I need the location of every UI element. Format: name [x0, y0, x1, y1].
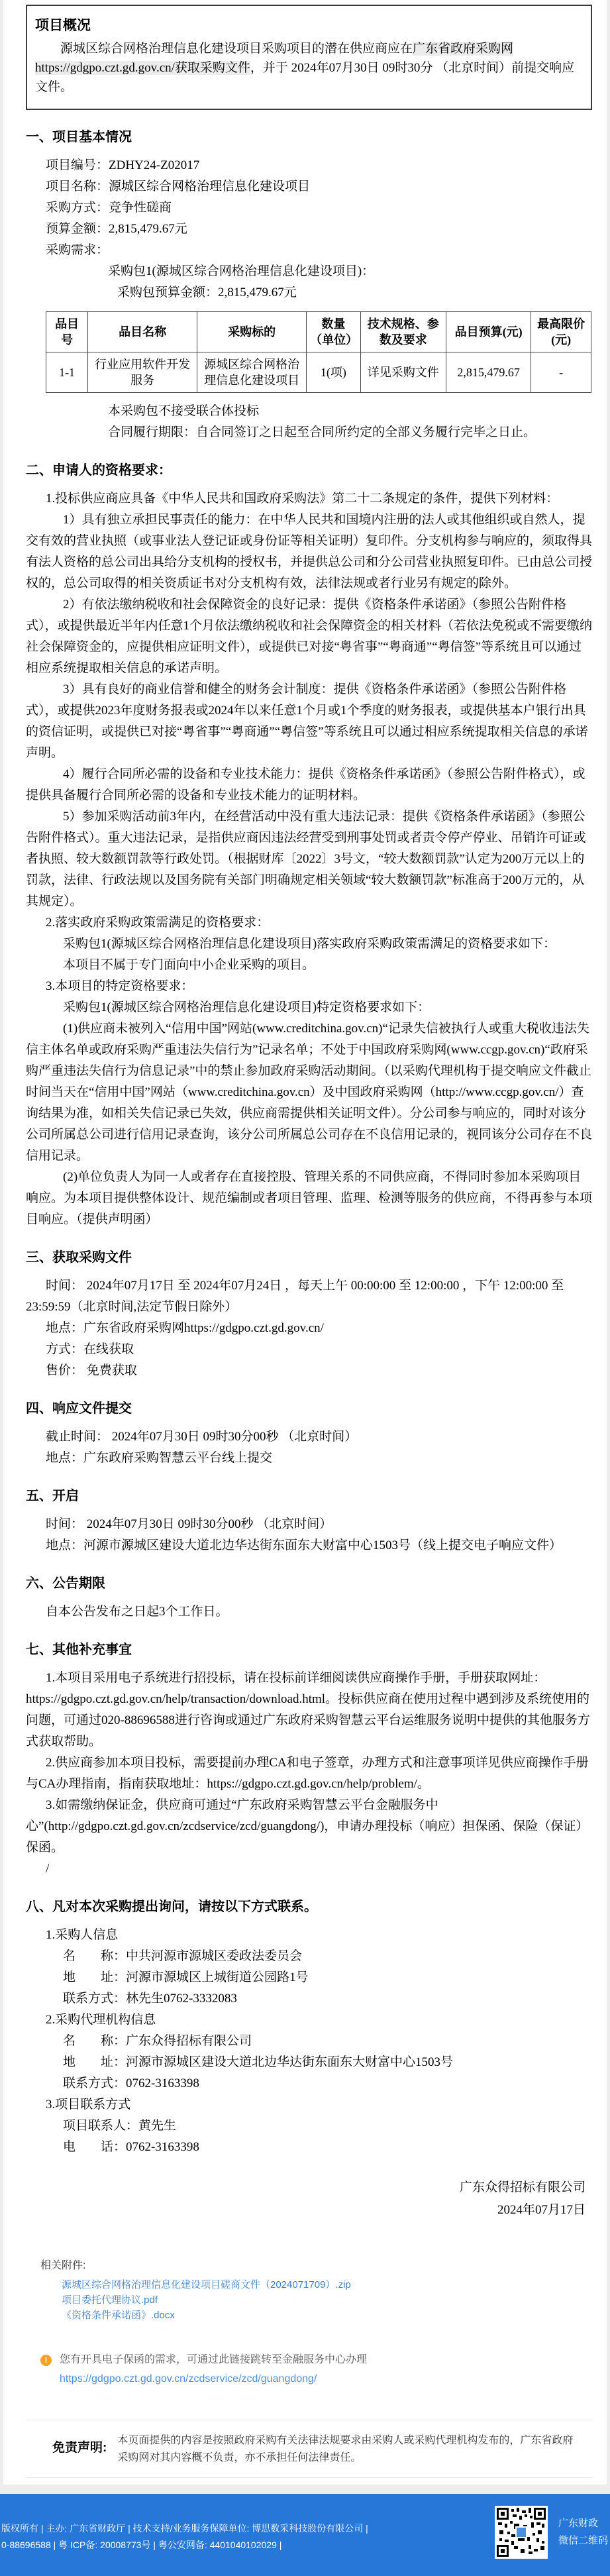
policy-requirement-title: 2.落实政府采购政策需满足的资格要求： — [46, 916, 270, 930]
footer-text-block — [1, 2520, 368, 2553]
announcement-period: 自本公告发布之日起3个工作日。 — [46, 1605, 229, 1619]
buyer-address: 地 址：河源市源城区上城街道公园路1号 — [63, 1970, 309, 1984]
section-6-heading: 六、公告期限 — [26, 1576, 105, 1591]
overview-title: 项目概况 — [35, 17, 91, 33]
submit-place: 地点：广东政府采购智慧云平台线上提交 — [46, 1451, 273, 1465]
table-row — [46, 352, 591, 393]
qualification-item-4: 4）履行合同所必需的设备和专业技术能力：提供《资格条件承诺函》（参照公告附件格式），或提供具备履行合同所必需的设备和专业技术能力的证明材料。 — [26, 767, 585, 802]
agent-contact: 联系方式：0762-3163398 — [63, 2076, 199, 2090]
qr-pattern — [497, 2508, 546, 2557]
disclaimer-label: 免责声明: — [52, 2441, 107, 2455]
col-item-no: 品目号 — [46, 312, 88, 352]
cell-item-name: 行业应用软件开发服务 — [88, 352, 197, 393]
cell-subject: 源城区综合网格治理信息化建设项目 — [197, 352, 307, 393]
signature-block — [26, 2176, 592, 2222]
overview-text-post: ，并于 2024年07月30日 09时30分 （北京时间）前提交响应文件。 — [35, 61, 575, 94]
project-overview-box — [26, 5, 592, 110]
project-name: 项目名称：源城区综合网格治理信息化建设项目 — [46, 180, 311, 193]
cell-max-price: - — [531, 352, 591, 393]
section-2-heading: 二、申请人的资格要求： — [26, 463, 172, 478]
doc-place: 地点：广东省政府采购网https://gdgpo.czt.gd.gov.cn/ — [46, 1321, 324, 1335]
items-table-header-row — [46, 312, 591, 352]
page-footer — [0, 2494, 610, 2576]
cell-item-budget: 2,815,479.67 — [446, 352, 531, 393]
agent-info-title: 2.采购代理机构信息 — [46, 2013, 156, 2027]
qr-caption-line-1: 广东财政 — [558, 2518, 599, 2529]
section-3-heading: 三、获取采购文件 — [26, 1250, 132, 1265]
agent-address: 地 址：河源市源城区建设大道北边华达街东面东大财富中心1503号 — [63, 2055, 454, 2069]
col-specs: 技术规格、参数及要求 — [360, 312, 446, 352]
section-1-heading: 一、项目基本情况 — [26, 130, 132, 144]
open-place: 地点：河源市源城区建设大道北边华达街东面东大财富中心1503号（线上提交电子响应文件） — [46, 1538, 562, 1552]
project-contact-person: 项目联系人：黄先生 — [63, 2119, 177, 2133]
col-quantity: 数量（单位） — [307, 312, 360, 352]
overview-paragraph — [35, 39, 578, 97]
package-title: 采购包1(源城区综合网格治理信息化建设项目)： — [108, 264, 375, 278]
warning-icon: ! — [40, 2355, 52, 2366]
signature-date: 2024年07月17日 — [497, 2203, 585, 2217]
buyer-info-title: 1.采购人信息 — [46, 1928, 119, 1942]
attachment-link-zip[interactable]: 源城区综合网格治理信息化建设项目磋商文件（2024071709）.zip — [62, 2279, 351, 2290]
footer-icp-line: 0-88696588 | 粤 ICP备: 20008773号 | 粤公安网备: 4401040102029 | — [1, 2540, 282, 2550]
procurement-method: 采购方式：竞争性磋商 — [46, 201, 172, 215]
cell-specs: 详见采购文件 — [360, 352, 446, 393]
package-budget: 采购包预算金额：2,815,479.67元 — [117, 286, 297, 299]
procurement-site-url: 广东省政府采购网https://gdgpo.czt.gd.gov.cn/获取采购文件 — [35, 42, 514, 75]
guarantee-notice-text: 您有开具电子保函的需求，可通过此链接跳转至金融服务中心办理 — [60, 2354, 368, 2365]
qualification-item-5: 5）参加采购活动前3年内，在经营活动中没有重大违法记录：提供《资格条件承诺函》（参照公告附件格式）。重大违法记录，是指供应商因违法经营受到刑事处罚或者责令停产停业、吊销许可证或者执照、较大数额罚款等行政处罚。（根据财库〔2022〕3号文，“较大数额罚款”认定为200万元以上的罚款，法律、行政法规以及国务院有关部门明确规定相关领域“较大数额罚款”标准高于200万元的，从其规定）。 — [26, 810, 586, 908]
doc-price: 售价： 免费获取 — [46, 1364, 137, 1377]
submit-deadline: 截止时间： 2024年07月30日 09时30分00秒 （北京时间） — [46, 1430, 358, 1444]
section-8-heading: 八、凡对本次采购提出询问，请按以下方式联系。 — [26, 1900, 317, 1914]
col-max-price: 最高限价(元) — [531, 312, 591, 352]
disclaimer-section — [52, 2432, 592, 2467]
footer-copyright-line: 版权所有 | 主办: 广东省财政厅 | 技术支持/业务服务保障单位: 博思数采科技股份有限公司 | — [1, 2523, 368, 2534]
attachment-link-pdf[interactable]: 项目委托代理协议.pdf — [62, 2294, 158, 2306]
disclaimer-text: 本页面提供的内容是按照政府采购有关法律法规要求由采购人或采购代理机构发布的，广东省政府采购网对其内容概不负责，亦不承担任何法律责任。 — [117, 2435, 574, 2463]
no-joint-bid-note: 本采购包不接受联合体投标 — [108, 404, 260, 418]
qr-caption-line-2: 微信二维码 — [558, 2535, 609, 2546]
attachments-label: 相关附件: — [40, 2260, 86, 2271]
qualification-item-1: 1）具有独立承担民事责任的能力：在中华人民共和国境内注册的法人或其他组织或自然人，提交有效的营业执照（或事业法人登记证或身份证等相关证明）复印件。分支机构参与响应的，须取得具有法人资格的总公司出具给分支机构的授权书，并提供总公司和分公司营业执照复印件。已由总公司授权的，总公司取得的相关资质证书对分支机构有效，法律法规或者行业另有规定的除外。 — [26, 513, 593, 590]
col-item-budget: 品目预算(元) — [446, 312, 531, 352]
cell-quantity: 1(项) — [307, 352, 360, 393]
demand-label: 采购需求： — [46, 243, 109, 257]
agent-name: 名 称：广东众得招标有限公司 — [63, 2034, 252, 2048]
section-4-heading: 四、响应文件提交 — [26, 1401, 132, 1416]
specific-requirement-1: (1)供应商未被列入“信用中国”网站(www.creditchina.gov.cn)“记录失信被执行人或重大税收违法失信主体名单或政府采购严重违法失信行为”记录名单；不处于中国政府采购网(www.ccgp.gov.cn)“政府采购严重违法失信行为信息记录”中的禁止参加政府采购活动期间。（以采购代理机构于提交响应文件截止时间当天在“信用中国”网站（www.creditchina.gov.cn）及中国政府采购网（http://www.ccgp.gov.cn/）查询结果为准，如相关失信记录已失效，供应商需提供相关证明文件）。分公司参与响应的，同时对该分公司所属总公司进行信用记录查询，该分公司所属总公司存在不良信用记录的，视同该分公司存在不良信用记录。 — [26, 1022, 593, 1163]
overview-text-pre: 源城区综合网格治理信息化建设项目采购项目的潜在供应商应在 — [60, 42, 413, 56]
buyer-contact: 联系方式：林先生0762-3332083 — [63, 1992, 237, 2006]
qualification-intro: 1.投标供应商应具备《中华人民共和国政府采购法》第二十二条规定的条件，提供下列材料： — [46, 492, 559, 506]
supplement-item-2: 2.供应商参加本项目投标，需要提前办理CA和电子签章，办理方式和注意事项详见供应商操作手册与CA办理指南，指南获取地址：https://gdgpo.czt.gd.gov.cn/help/problem/。 — [26, 1756, 589, 1791]
specific-requirement-title: 3.本项目的特定资格要求： — [46, 979, 194, 993]
qr-caption — [558, 2515, 608, 2549]
specific-requirement-detail: 采购包1(源城区综合网格治理信息化建设项目)特定资格要求如下： — [63, 1000, 431, 1014]
financial-service-link[interactable]: https://gdgpo.czt.gd.gov.cn/zcdservice/zcd/guangdong/ — [60, 2373, 317, 2385]
col-item-name: 品目名称 — [88, 312, 197, 352]
specific-requirement-2: (2)单位负责人为同一人或者存在直接控股、管理关系的不同供应商，不得同时参加本采购项目响应。为本项目提供整体设计、规范编制或者项目管理、监理、检测等服务的供应商，不得再参与本项目响应。（提供声明函） — [26, 1170, 593, 1226]
project-number: 项目编号：ZDHY24-Z02017 — [46, 158, 200, 172]
budget-amount: 预算金额：2,815,479.67元 — [46, 222, 187, 236]
section-7-heading: 七、其他补充事宜 — [26, 1642, 132, 1657]
supplement-item-3: 3.如需缴纳保证金，供应商可通过“广东政府采购智慧云平台金融服务中心”(http://gdgpo.czt.gd.gov.cn/zcdservice/zcd/guangdong/)，申请办理投标（响应）担保函、保险（保证）保函。 — [26, 1798, 589, 1854]
cell-item-no: 1-1 — [46, 352, 88, 393]
buyer-name: 名 称：中共河源市源城区委政法委员会 — [63, 1949, 303, 1963]
doc-method: 方式：在线获取 — [46, 1342, 134, 1356]
announcement-page — [3, 0, 607, 2485]
project-contact-title: 3.项目联系方式 — [46, 2098, 131, 2112]
items-table — [46, 311, 591, 393]
supplement-item-4: / — [46, 1862, 50, 1876]
doc-time: 时间： 2024年07月17日 至 2024年07月24日 ，每天上午 00:00:00 至 12:00:00 ，下午 12:00:00 至 23:59:59（北京时间,法定节假日除外） — [26, 1279, 564, 1314]
qualification-item-3: 3）具有良好的商业信誉和健全的财务会计制度：提供《资格条件承诺函》（参照公告附件格式），或提供2023年度财务报表或2024年以来任意1个月或1个季度的财务报表，或提供基本户银行出具的资信证明，或提供已对接“粤省事”“粤商通”“粤信签”等系统且可以通过相应系统提取相关信息的承诺声明。 — [26, 682, 588, 760]
section-5-heading: 五、开启 — [26, 1489, 79, 1503]
contract-term: 合同履行期限：自合同签订之日起至合同所约定的全部义务履行完毕之日止。 — [108, 425, 536, 439]
divider-bottom — [26, 2477, 592, 2478]
qualification-item-2: 2）有依法缴纳税收和社会保障资金的良好记录：提供《资格条件承诺函》（参照公告附件格式），或提供最近半年内任意1个月依法缴纳税收和社会保障资金的相关材料（若依法免税或不需要缴纳社会保障资金的，应提供相应证明文件），或提供已对接“粤省事”“粤商通”“粤信签”等系统且可以通过相应系统提取相关信息的承诺声明。 — [26, 598, 593, 675]
col-subject: 采购标的 — [197, 312, 307, 352]
guarantee-notice — [40, 2352, 592, 2385]
policy-requirement-note: 本项目不属于专门面向中小企业采购的项目。 — [63, 958, 315, 972]
attachments-section — [26, 2259, 592, 2323]
open-time: 时间： 2024年07月30日 09时30分00秒 （北京时间） — [46, 1517, 332, 1531]
attachment-link-docx[interactable]: 《资格条件承诺函》.docx — [62, 2310, 175, 2321]
project-contact-phone: 电 话：0762-3163398 — [63, 2140, 199, 2154]
signature-company: 广东众得招标有限公司 — [459, 2180, 585, 2194]
policy-requirement-detail: 采购包1(源城区综合网格治理信息化建设项目)落实政府采购政策需满足的资格要求如下： — [63, 937, 556, 951]
supplement-item-1: 1.本项目采用电子系统进行招投标，请在投标前详细阅读供应商操作手册，手册获取网址：https://gdgpo.czt.gd.gov.cn/help/transaction/download.html。投标供应商在使用过程中遇到涉及系统使用的问题，可通过020-88696588进行咨询或通过广东政府采购智慧云平台运维服务说明中提供的其他服务方式获取帮助。 — [26, 1671, 590, 1748]
wechat-qr-code — [495, 2506, 548, 2559]
